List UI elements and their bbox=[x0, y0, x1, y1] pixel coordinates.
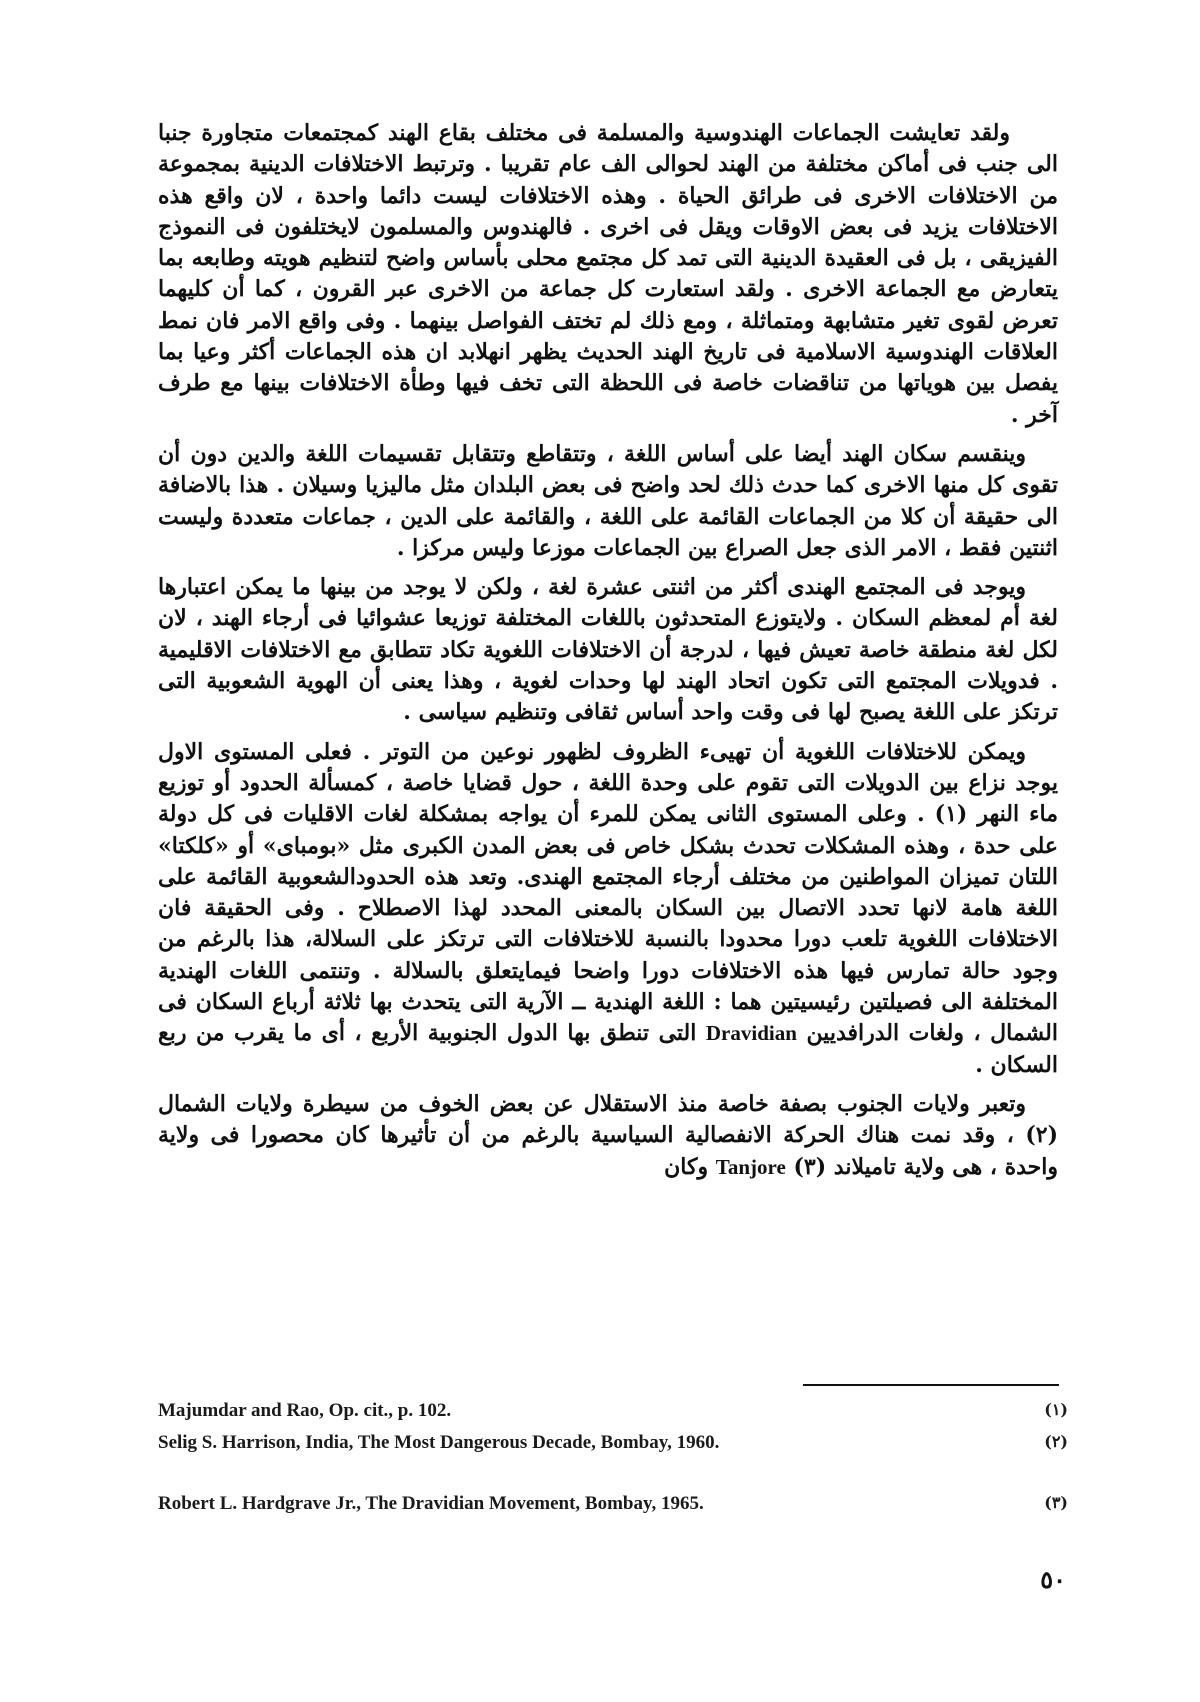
footnote-3 bbox=[158, 1493, 1068, 1521]
footnote-3-text: Robert L. Hardgrave Jr., The Dravidian Movement, Bombay, 1965. bbox=[158, 1493, 704, 1514]
paragraph-1: ولقد تعايشت الجماعات الهندوسية والمسلمة فى مختلف بقاع الهند كمجتمعات متجاورة جنبا الى جنب فى أماكن مختلفة من الهند لحوالى الف عام تقريبا . وترتبط الاختلافات الدينية بمجموعة من الاختلافات الاخرى فى طرائق الحياة . وهذه الاختلافات ليست دائما واحدة ، لان واقع هذه الاختلافات يزيد فى بعض الاوقات ويقل فى اخرى . فالهندوس والمسلمون لايختلفون فى النموذج الفيزيقى ، بل فى العقيدة الدينية التى تمد كل مجتمع محلى بأساس واضح لتنظيم هويته وطابعه بما يتعارض مع الجماعة الاخرى . ولقد استعارت كل جماعة من الاخرى عبر القرون ، كما أن كليهما تعرض لقوى تغير متشابهة ومتماثلة ، ومع ذلك لم تختف الفواصل بينهما . وفى واقع الامر فان نمط العلاقات الهندوسية الاسلامية فى تاريخ الهند الحديث يظهر انهلابد ان هذه الجماعات أكثر وعيا بما يفصل بين هوياتها من تناقضات خاصة فى اللحظة التى تخف فيها وطأة الاختلافات بينها مع طرف آخر . bbox=[158, 120, 1059, 428]
paragraph-3: ويوجد فى المجتمع الهندى أكثر من اثنتى عشرة لغة ، ولكن لا يوجد من بينها ما يمكن اعتبارها لغة أم لمعظم السكان . ولايتوزع المتحدثون باللغات المختلفة توزيعا عشوائيا فى أرجاء الهند ، لان لكل لغة منطقة خاصة تعيش فيها ، لدرجة أن الاختلافات اللغوية تكاد تتطابق مع الاختلافات الاقليمية . فدويلات المجتمع التى تكون اتحاد الهند لها وحدات لغوية ، وهذا يعنى أن الهوية الشعوبية التى ترتكز على اللغة يصبح لها فى وقت واحد أساس ثقافى وتنظيم سياسى . bbox=[158, 574, 1058, 726]
paragraph-5-tail: وكان bbox=[664, 1153, 709, 1180]
paragraph-4-text: ويمكن للاختلافات اللغوية أن تهيىء الظروف لظهور نوعين من التوتر . فعلى المستوى الاول يوجد نزاع بين الدويلات التى تقوم على وحدة اللغة ، حول قضايا خاصة ، كمسألة الحدود أو توزيع ماء النهر (١) . وعلى المستوى الثانى يمكن للمرء أن يواجه بمشكلة لغات الاقليات فى كل دولة على حدة ، وهذه المشكلات تحدث بشكل خاص فى بعض المدن الكبرى مثل «بومباى» أو «كلكتا» اللتان تميزان المواطنين من مختلف أرجاء المجتمع الهندى. وتعد هذه الحدودالشعوبية القائمة على اللغة هامة لانها تحدد الاتصال بين السكان بالمعنى المحدد لهذا الاصطلاح . وفى الحقيقة فان الاختلافات اللغوية تلعب دورا محدودا بالنسبة للاختلافات التى ترتكز على السلالة، هذا بالرغم من وجود حالة تمارس فيها هذه الاختلافات دورا واضحا فيمايتعلق بالسلالة . وتنتمى اللغات الهندية المختلفة الى فصيلتين رئيسيتين هما : اللغة الهندية ــ الآرية التى يتحدث بها ثلاثة أرباع السكان فى الشمال ، ولغات الدرافديين bbox=[158, 738, 1058, 1047]
footnote-1-text: Majumdar and Rao, Op. cit., p. 102. bbox=[158, 1400, 452, 1421]
footnote-separator-rule bbox=[803, 1384, 1059, 1386]
paragraph-5-text: تعبر ولايات الجنوب بصفة خاصة منذ الاستقلال عن بعض الخوف من سيطرة ولايات الشمال (٢) ، وقد نمت هناك الحركة الانفصالية السياسية بالرغم من أن تأثيرها كان محصورا فى ولاية واحدة ، هى ولاية تاميلاند (٣) bbox=[158, 1090, 1058, 1180]
paragraph-2: وينقسم سكان الهند أيضا على أساس اللغة ، وتتقاطع وتتقابل تقسيمات اللغة والدين دون أن تقوى كل منها الاخرى كما حدث ذلك لحد واضح فى بعض البلدان مثل ماليزيا وسيلان . هذا بالاضافة الى حقيقة أن كلا من الجماعات القائمة على اللغة ، والقائمة على الدين ، جماعات متعددة وليست اثنتين فقط ، الامر الذى جعل الصراع بين الجماعات موزعا وليس مركزا . bbox=[158, 440, 1058, 561]
paragraph-5-prefix: و bbox=[1015, 1090, 1026, 1117]
footnote-2-text: Selig S. Harrison, India, The Most Dangerous Decade, Bombay, 1960. bbox=[158, 1432, 720, 1453]
footnote-2-number: (٢) bbox=[1044, 1432, 1068, 1451]
paragraph-4 bbox=[158, 737, 1058, 1081]
latin-term-tanjore: Tanjore bbox=[715, 1154, 786, 1179]
footnote-2 bbox=[158, 1432, 1068, 1460]
paragraph-5 bbox=[158, 1089, 1058, 1183]
main-body-text bbox=[158, 118, 1058, 1191]
footnote-1-number: (١) bbox=[1044, 1400, 1068, 1419]
footnote-3-number: (٣) bbox=[1044, 1493, 1068, 1512]
latin-term-dravidian: Dravidian bbox=[705, 1021, 797, 1046]
paragraph-4-tail: التى تنطق بها الدول الجنوبية الأربع ، أى ما يقرب من ربع السكان . bbox=[158, 1020, 1058, 1078]
page-number: ٥٠ bbox=[1040, 1565, 1066, 1594]
footnote-1 bbox=[158, 1400, 1068, 1428]
